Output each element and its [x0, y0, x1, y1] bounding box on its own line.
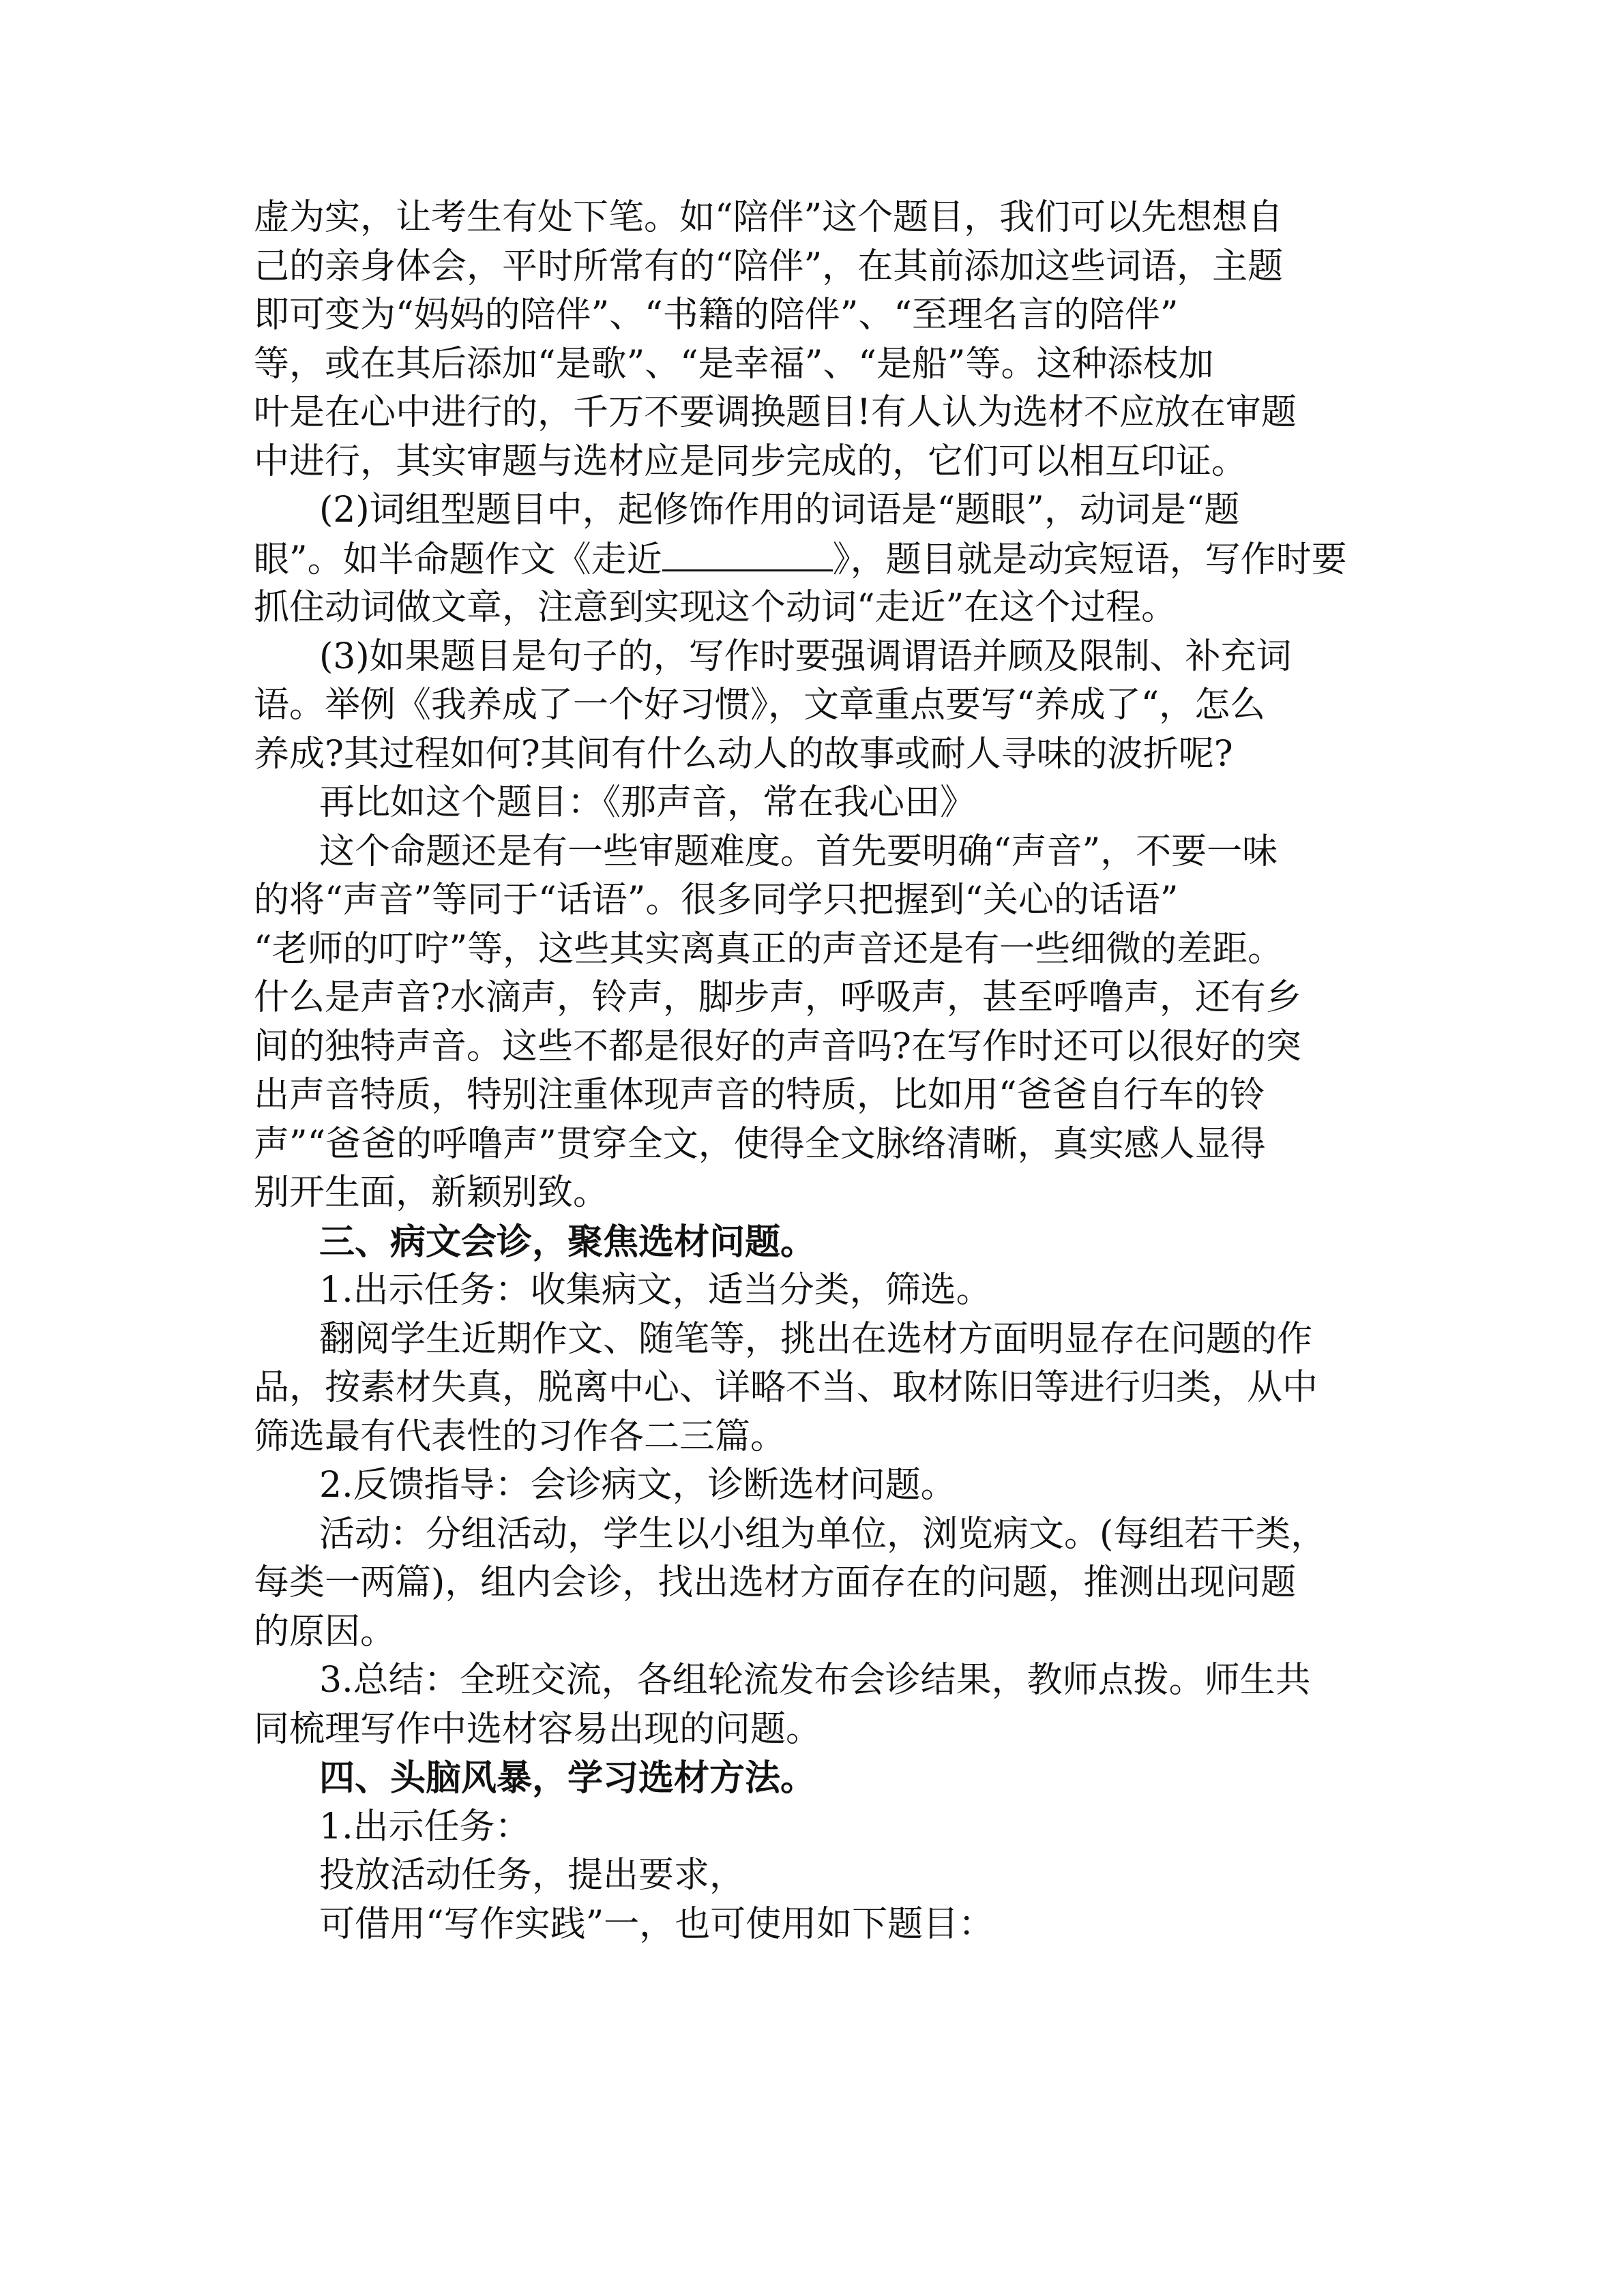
- text-line-content: (3)如果题目是句子的，写作时要强调谓语并顾及限制、补充词: [319, 636, 1292, 677]
- section-heading: [254, 1218, 1413, 1267]
- text-line: [254, 779, 1413, 828]
- text-line-content: 间的独特声音。这些不都是很好的声音吗?在写作时还可以很好的突: [254, 1026, 1301, 1067]
- text-line-content-after: 》，题目就是动宾短语，写作时要: [832, 539, 1347, 580]
- text-line: [254, 1364, 1413, 1413]
- text-line: [254, 633, 1413, 682]
- text-line-content: 可借用“写作实践”一，也可使用如下题目：: [319, 1903, 994, 1945]
- text-line: [254, 925, 1413, 974]
- text-line-content: 投放活动任务，提出要求，: [319, 1855, 745, 1896]
- text-line-content: 2.反馈指导：会诊病文，诊断选材问题。: [319, 1465, 956, 1506]
- text-line: [254, 243, 1413, 292]
- text-line: [254, 974, 1413, 1023]
- text-line-content: 己的亲身体会，平时所常有的“陪伴”，在其前添加这些词语，主题: [254, 245, 1284, 287]
- text-line-content: 四、头脑风暴，学习选材方法。: [319, 1757, 816, 1799]
- text-line: [254, 876, 1413, 925]
- text-line: [254, 1656, 1413, 1705]
- text-line: [254, 1266, 1413, 1315]
- text-line: [254, 535, 1413, 584]
- text-line-content: 每类一两篇)，组内会诊，找出选材方面存在的问题，推测出现问题: [254, 1562, 1297, 1603]
- text-line-content: “老师的叮咛”等，这些其实离真正的声音还是有一些细微的差距。: [254, 928, 1284, 970]
- text-line-content: 什么是声音?水滴声，铃声，脚步声，呼吸声，甚至呼噜声，还有乡: [254, 977, 1301, 1018]
- text-line-content: 叶是在心中进行的，千万不要调换题目!有人认为选材不应放在审题: [254, 392, 1297, 433]
- text-line: [254, 1169, 1413, 1218]
- text-line: [254, 1023, 1413, 1072]
- text-line: [254, 1559, 1413, 1608]
- text-line-content: 养成?其过程如何?其间有什么动人的故事或耐人寻味的波折呢?: [254, 733, 1233, 775]
- section-heading: [254, 1754, 1413, 1803]
- text-line-content: 同梳理写作中选材容易出现的问题。: [254, 1708, 822, 1750]
- text-line-content: 中进行，其实审题与选材应是同步完成的，它们可以相互印证。: [254, 441, 1247, 482]
- text-line-content: 活动：分组活动，学生以小组为单位，浏览病文。(每组若干类，: [319, 1513, 1327, 1555]
- text-line-content: 的原因。: [254, 1611, 396, 1652]
- text-line-content: 出声音特质，特别注重体现声音的特质，比如用“爸爸自行车的铃: [254, 1075, 1265, 1116]
- text-line: [254, 486, 1413, 535]
- text-line-content: 这个命题还是有一些审题难度。首先要明确“声音”，不要一味: [319, 831, 1278, 872]
- text-line: [254, 1900, 1413, 1950]
- text-line: [254, 584, 1413, 633]
- text-line: [254, 1608, 1413, 1657]
- text-line-content: 虚为实，让考生有处下笔。如“陪伴”这个题目，我们可以先想想自: [254, 197, 1284, 238]
- text-line-content: 别开生面，新颖别致。: [254, 1172, 609, 1213]
- text-line: [254, 681, 1413, 730]
- text-line-content: 声”“爸爸的呼噜声”贯穿全文，使得全文脉络清晰，真实感人显得: [254, 1123, 1266, 1165]
- text-line-content: 眼”。如半命题作文《走近: [254, 539, 662, 580]
- text-line-content: 三、病文会诊，聚焦选材问题。: [319, 1221, 816, 1263]
- fill-in-blank: [662, 535, 833, 571]
- text-line-content: 翻阅学生近期作文、随笔等，挑出在选材方面明显存在问题的作: [319, 1318, 1313, 1360]
- text-line: [254, 828, 1413, 877]
- text-line: [254, 1803, 1413, 1852]
- text-line-content: 1.出示任务：: [319, 1806, 531, 1847]
- text-line-content: 语。举例《我养成了一个好习惯》，文章重点要写“养成了“，怎么: [254, 685, 1266, 726]
- text-line: [254, 1120, 1413, 1169]
- text-line-content: 品，按素材失真，脱离中心、详略不当、取材陈旧等进行归类，从中: [254, 1367, 1318, 1408]
- text-line: [254, 730, 1413, 779]
- text-line: [254, 194, 1413, 243]
- text-line: [254, 1510, 1413, 1560]
- text-line: [254, 389, 1413, 438]
- text-line: [254, 1705, 1413, 1755]
- document-page: [254, 194, 1413, 1949]
- text-line: [254, 1851, 1413, 1900]
- text-line: [254, 1413, 1413, 1462]
- text-line-content: 3.总结：全班交流，各组轮流发布会诊结果，教师点拨。师生共: [319, 1660, 1311, 1701]
- text-line-content: 抓住动词做文章，注意到实现这个动词“走近”在这个过程。: [254, 587, 1177, 628]
- text-line: [254, 1315, 1413, 1365]
- text-line-content: 筛选最有代表性的习作各二三篇。: [254, 1416, 786, 1457]
- text-line: [254, 438, 1413, 487]
- text-line: [254, 340, 1413, 389]
- text-line: [254, 1461, 1413, 1510]
- text-line-content: 等，或在其后添加“是歌”、“是幸福”、“是船”等。这种添枝加: [254, 343, 1214, 385]
- text-line-content: 再比如这个题目：《那声音，常在我心田》: [319, 782, 976, 823]
- text-line-content: 的将“声音”等同于“话语”。很多同学只把握到“关心的话语”: [254, 880, 1179, 921]
- text-line-content: 即可变为“妈妈的陪伴”、“书籍的陪伴”、“至理名言的陪伴”: [254, 295, 1179, 336]
- text-line-content: (2)词组型题目中，起修饰作用的词语是“题眼”，动词是“题: [319, 490, 1240, 531]
- text-line: [254, 291, 1413, 340]
- text-line-content: 1.出示任务：收集病文，适当分类，筛选。: [319, 1270, 992, 1311]
- text-line: [254, 1071, 1413, 1120]
